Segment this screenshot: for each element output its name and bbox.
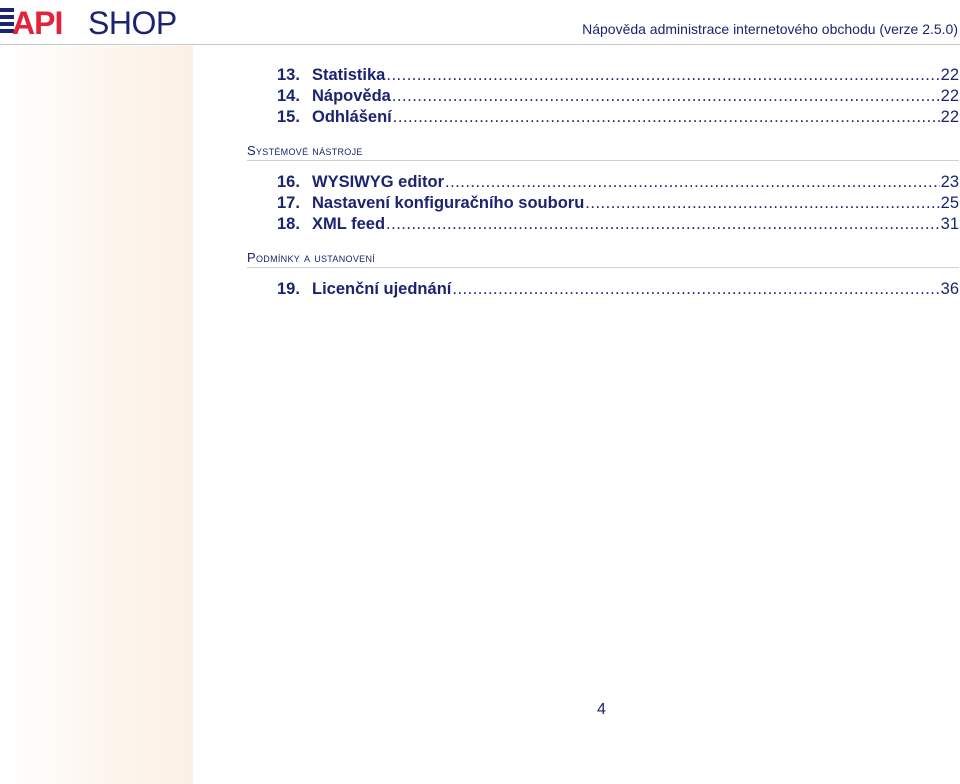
section-heading-system-tools: Systémové nástroje <box>247 143 959 161</box>
header-divider <box>0 44 960 45</box>
svg-text:SHOP: SHOP <box>88 6 177 38</box>
document-header-title: Nápověda administrace internetového obchodu (verze 2.5.0) <box>582 21 958 37</box>
toc-entry-title: WYSIWYG editor <box>312 173 444 191</box>
toc-entry-number: 15. <box>277 108 300 126</box>
toc-entry[interactable] <box>247 108 959 129</box>
toc-entry-title: Nastavení konfiguračního souboru <box>312 194 585 212</box>
toc-entry-number: 13. <box>277 66 300 84</box>
toc-entry-title: XML feed <box>312 215 386 233</box>
toc-entry-page: 22 <box>940 66 959 84</box>
toc-entry-number: 16. <box>277 173 300 191</box>
toc-dot-leader <box>392 87 940 106</box>
toc-dot-leader <box>386 66 939 85</box>
toc-entry-page: 22 <box>940 87 959 105</box>
toc-dot-leader <box>452 280 939 299</box>
toc-entry-title: Statistika <box>312 66 386 84</box>
toc-entry-page: 22 <box>940 108 959 126</box>
toc-entry-number: 17. <box>277 194 300 212</box>
toc-entry[interactable] <box>247 87 959 108</box>
toc-entry[interactable] <box>247 280 959 301</box>
toc-entry-page: 23 <box>940 173 959 191</box>
toc-entry-page: 36 <box>940 280 959 298</box>
toc-entry[interactable] <box>247 215 959 236</box>
toc-entry-number: 14. <box>277 87 300 105</box>
toc-entry-page: 25 <box>940 194 959 212</box>
toc-entry-title: Odhlášení <box>312 108 392 126</box>
toc-dot-leader <box>585 194 939 213</box>
toc-entry-number: 19. <box>277 280 300 298</box>
table-of-contents <box>247 66 959 301</box>
toc-dot-leader <box>386 215 940 234</box>
section-heading-terms: Podmínky a ustanovení <box>247 250 959 268</box>
toc-entry[interactable] <box>247 66 959 87</box>
toc-entry[interactable] <box>247 173 959 194</box>
toc-entry-title: Nápověda <box>312 87 391 105</box>
toc-entry-page: 31 <box>940 215 959 233</box>
page-number: 4 <box>597 701 606 718</box>
toc-entry-title: Licenční ujednání <box>312 280 452 298</box>
toc-dot-leader <box>393 108 940 127</box>
toc-entry-number: 18. <box>277 215 300 233</box>
apishop-logo <box>0 6 200 38</box>
page-margin-band <box>0 46 193 784</box>
svg-text:API: API <box>12 6 63 38</box>
toc-dot-leader <box>445 173 940 192</box>
toc-entry[interactable] <box>247 194 959 215</box>
